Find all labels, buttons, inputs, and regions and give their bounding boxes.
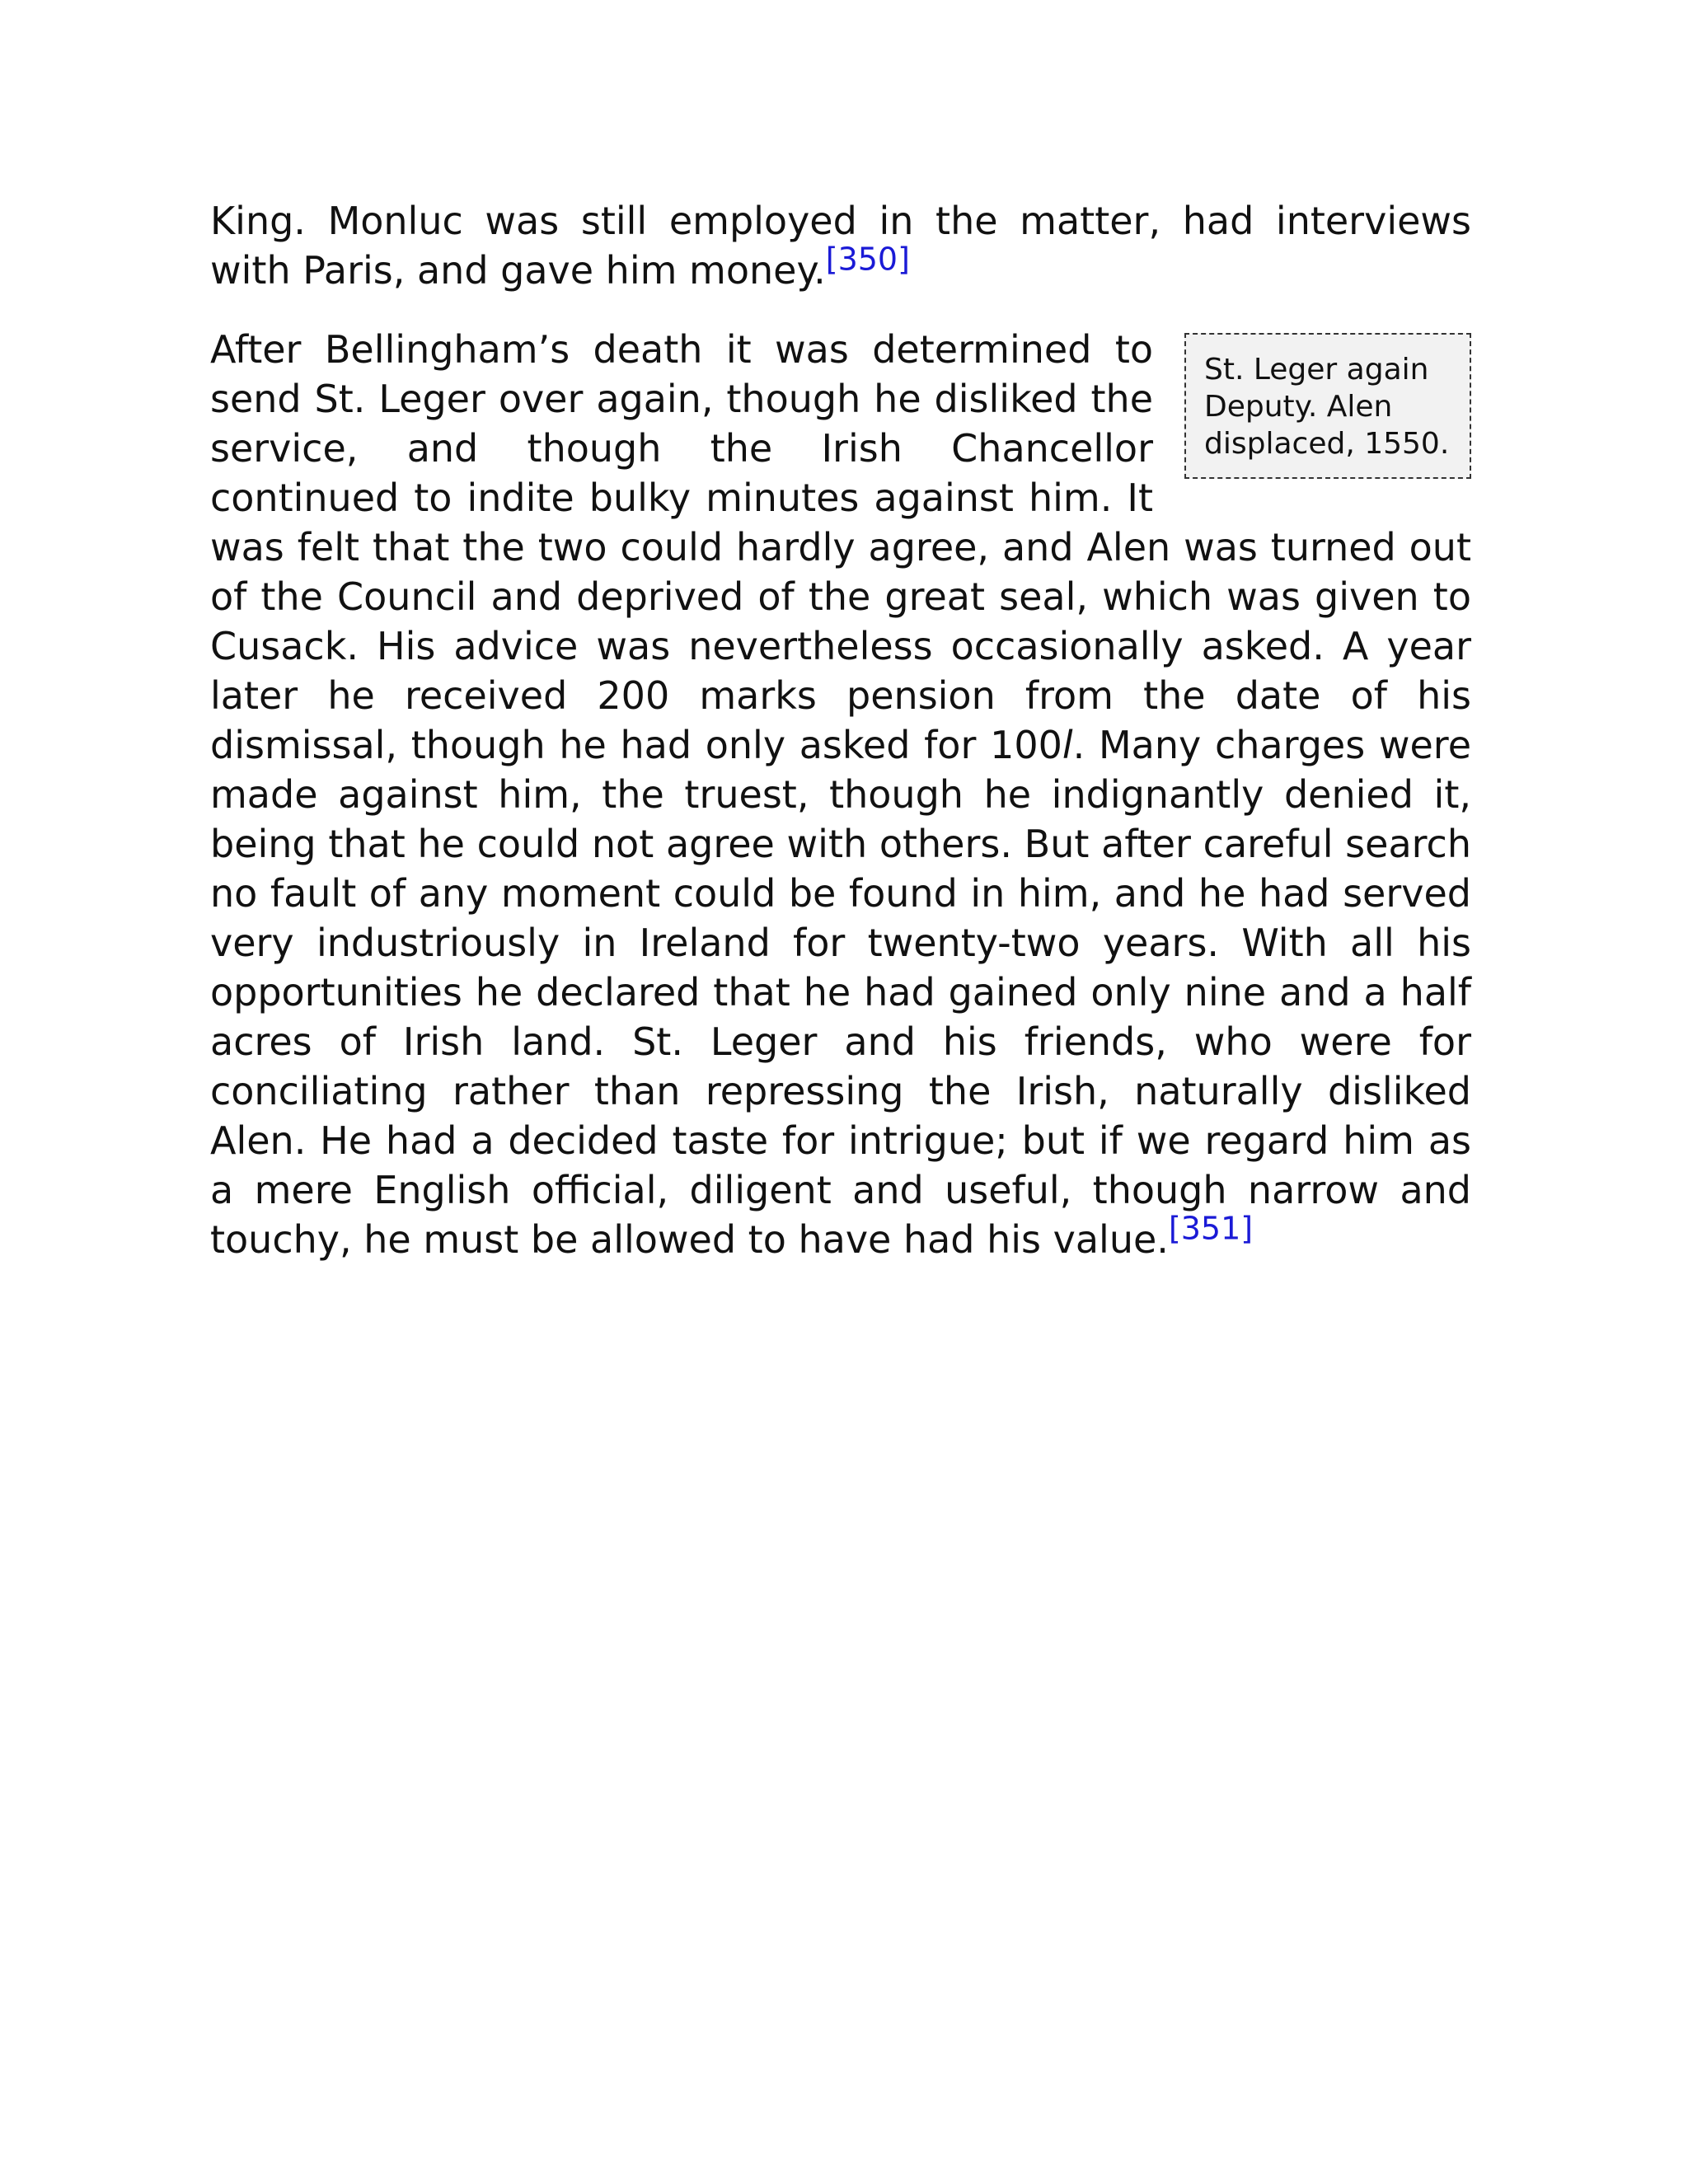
footnote-link-351[interactable]: [351] <box>1168 1210 1254 1247</box>
paragraph-2-text-after: . Many charges were made against him, the truest, though he indignantly denied it, being that he could not agree with others. But after careful search no fault of any moment could be found in him, and he had served very industriously in Ireland for twenty-two years. With all his opportunities he declared that he had gained only nine and a half acres of Irish land. St. Leger and his friends, who were for conciliating rather than repressing the Irish, naturally disliked Alen. He had a decided taste for intrigue; but if we regard him as a mere English official, diligent and useful, though narrow and touchy, he must be allowed to have had his value. <box>210 723 1471 1262</box>
document-page <box>210 196 1471 1264</box>
paragraph-1-text: King. Monluc was still employed in the matter, had interviews with Paris, and gave him money. <box>210 199 1471 293</box>
paragraph-1 <box>210 196 1471 295</box>
footnote-link-350[interactable]: [350] <box>825 241 910 278</box>
paragraph-2-text-before: After Bellingham’s death it was determined to send St. Leger over again, though he disliked the service, and though the Irish Chancellor continued to indite bulky minutes against him. It was felt that the two could hardly agree, and Alen was turned out of the Council and deprived of the great seal, which was given to Cusack. His advice was nevertheless occasionally asked. A year later he received 200 marks pension from the date of his dismissal, though he had only asked for 100 <box>210 327 1471 767</box>
paragraph-2-italic-unit: l <box>1062 723 1073 767</box>
sidenote: St. Leger again Deputy. Alen displaced, 1550. <box>1184 333 1471 479</box>
paragraph-2 <box>210 325 1471 1264</box>
